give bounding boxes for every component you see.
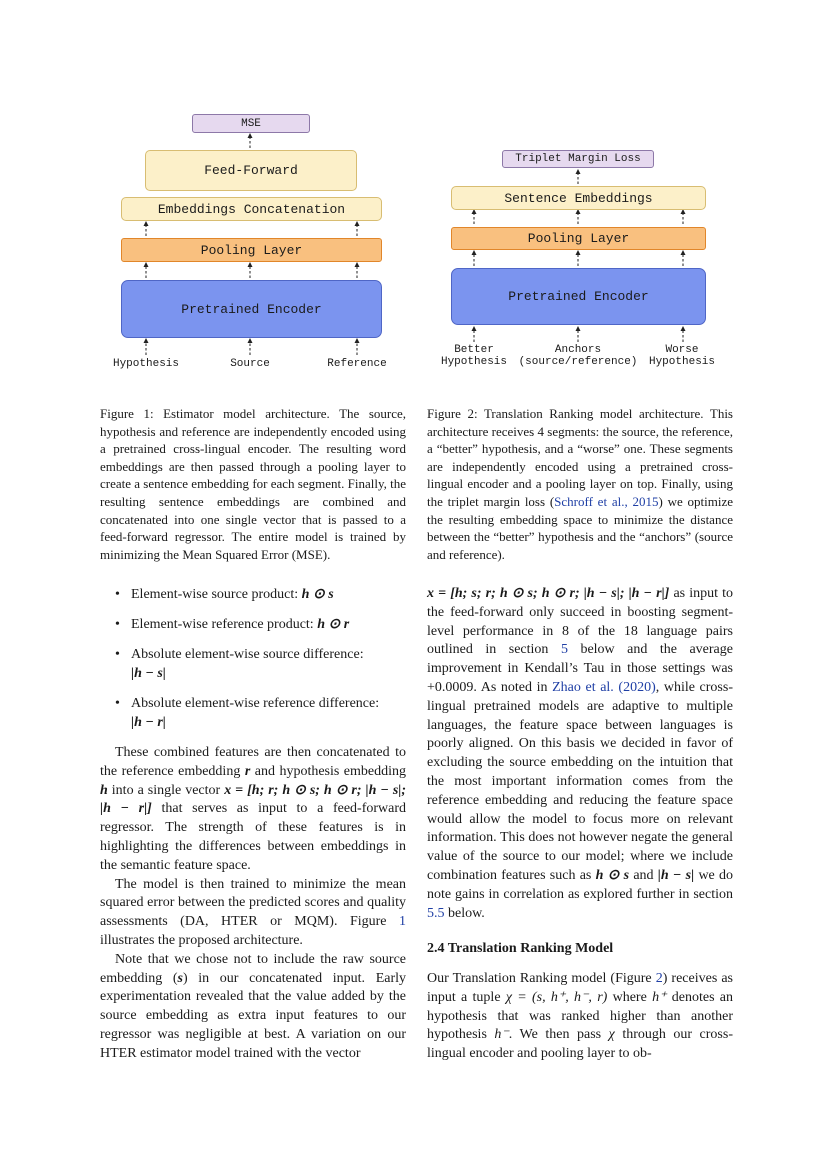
input-hypothesis: Hypothesis	[112, 358, 179, 370]
right-column-ranking-paragraph	[427, 970, 733, 1064]
figure-1-caption: Figure 1: Estimator model architecture. The source, hypothesis and reference are independently encoded using a pretrained cross-lingual encoder. The resulting word embeddings are then passed through a pooling layer to create a sentence embedding for each segment. Finally, the resulting sentence embeddings are combined and concatenated into one single vector that is passed to a feed-forward regressor. The entire model is trained by minimizing the Mean Squared Error (MSE).	[100, 406, 406, 562]
text: The model is then trained to minimize the mean squared error between the predicted scores and quality assessments (DA, HTER or MQM). Figure	[100, 876, 406, 930]
sentence-embeddings-box: Sentence Embeddings	[451, 186, 706, 210]
figure-ref-link[interactable]: 2	[655, 971, 663, 986]
math-tuple: χ = (s, h⁺, h⁻, r)	[505, 989, 608, 1005]
pooling-layer-box: Pooling Layer	[121, 238, 382, 262]
input-better-hypothesis	[434, 344, 514, 368]
text: below and the average improvement in Kendall’s Tau in those settings was +0.0009. As noted in	[427, 642, 733, 695]
input-anchors-line2: (source/reference)	[518, 356, 638, 368]
citation-zhao[interactable]: Zhao et al. (2020)	[552, 679, 656, 695]
caption-2-text-a: Figure 2: Translation Ranking model architecture. This architecture receives 4 segments: the source, the reference, a “better” hypothesis, and a “worse” one. These segments are independently encoded using a pretrained cross-lingual encoder and a pooling layer on top. Finally, using the triplet margin loss (	[427, 406, 733, 509]
text: illustrates the proposed architecture.	[100, 932, 303, 948]
math-vector-x: x = [h; r; h ⊙ s; h ⊙ r; |h − s|; |h − r|]	[100, 782, 407, 817]
text: into a single vector	[111, 782, 221, 798]
math-abs-h-s: |h − s|	[657, 867, 695, 883]
paragraph-combined-features	[100, 744, 406, 876]
text: and	[633, 867, 654, 883]
text: and hypothesis embedding	[254, 763, 407, 779]
input-anchors-line1: Anchors	[554, 344, 602, 356]
text: as input to the feed-forward only succeed in boosting segment-level performance in 8 of the 18 language pairs outlined in section	[427, 586, 733, 658]
math-chi: χ	[608, 1027, 615, 1043]
text: where	[612, 989, 647, 1005]
bullet-label: Element-wise reference product:	[131, 617, 314, 632]
text: ) in our concatenated input. Early experimentation revealed that the value added by the source embedding as extra input features to our regressor was negligible at best. A variation on our HTER estimator model trained with the vector	[100, 970, 407, 1061]
left-column-body	[100, 744, 406, 1064]
text: through our cross-lingual encoder and pooling layer to ob-	[427, 1027, 733, 1062]
feed-forward-box: Feed-Forward	[145, 150, 357, 191]
text: we do note gains in correlation as explored further in section	[427, 867, 734, 902]
right-column-body	[427, 585, 733, 923]
paragraph-source-note	[100, 951, 406, 1064]
input-better-line2: Hypothesis	[440, 356, 507, 368]
text: , while cross-lingual pretrained models are adaptive to multiple languages, the feature space between languages is poorly aligned. On this basis we decided in favor of excluding the source embedding on the intuition that the most important information comes from the reference embedding and reducing the feature space would allow the model to focus more on relevant information. This does not however negate the general value of the source to our model; where we include combination features such as	[427, 679, 733, 883]
pretrained-encoder-box: Pretrained Encoder	[121, 280, 382, 338]
input-worse-hypothesis	[642, 344, 722, 368]
figure-2-caption	[427, 405, 733, 563]
section-ref-link[interactable]: 5	[560, 642, 568, 658]
embeddings-concatenation-box: Embeddings Concatenation	[121, 197, 382, 221]
math-vector-x: x = [h; s; r; h ⊙ s; h ⊙ r; |h − s|; |h − r|]	[427, 586, 670, 601]
triplet-margin-loss-box: Triplet Margin Loss	[502, 150, 654, 168]
text: These combined features are then concatenated to the reference embedding	[100, 745, 406, 779]
bullet-label: Element-wise source product:	[131, 587, 299, 602]
input-better-line1: Better	[454, 344, 494, 356]
bullet-math: h ⊙ s	[301, 587, 334, 602]
bullet-math: |h − s|	[131, 665, 166, 681]
bullet-label: Absolute element-wise source difference:	[131, 647, 364, 662]
text: denotes an hypothesis that was ranked higher than another hypothesis	[427, 989, 734, 1043]
bullet-math: |h − r|	[131, 714, 166, 730]
pooling-layer-box-2: Pooling Layer	[451, 227, 706, 250]
bullet-math: h ⊙ r	[317, 617, 350, 632]
text: Note that we chose not to include the raw source embedding (	[100, 951, 406, 986]
text: below.	[448, 905, 485, 921]
section-ref-link[interactable]: 5.5	[427, 905, 445, 921]
section-heading: 2.4 Translation Ranking Model	[427, 941, 614, 956]
bullet-label: Absolute element-wise reference difference:	[131, 696, 380, 711]
math-h-plus: h⁺	[652, 989, 667, 1005]
math-h-odot-s: h ⊙ s	[595, 867, 630, 883]
pretrained-encoder-box-2: Pretrained Encoder	[451, 268, 706, 325]
input-anchors	[513, 344, 643, 368]
text: ) receives as input a tuple	[427, 971, 734, 1005]
math-h-minus: h⁻	[494, 1027, 509, 1043]
input-source: Source	[230, 358, 270, 370]
text: Our Translation Ranking model (Figure	[427, 971, 652, 986]
text: . We then pass	[508, 1027, 602, 1043]
figure-ref-link[interactable]: 1	[399, 914, 407, 930]
text: that serves as input to a feed-forward regressor. The strength of these features is in highlighting the differences between embeddings in the semantic feature space.	[100, 801, 407, 873]
citation-schroff[interactable]: Schroff et al., 2015	[554, 493, 659, 509]
input-worse-line2: Hypothesis	[648, 356, 715, 368]
math-s: s	[177, 970, 183, 986]
math-r: r	[244, 763, 251, 779]
mse-box: MSE	[192, 114, 310, 133]
input-reference: Reference	[327, 358, 387, 370]
paragraph-training	[100, 876, 406, 951]
paragraph-hter-variation	[427, 585, 733, 923]
math-h: h	[100, 782, 108, 798]
caption-2-text-b: ) we optimize the resulting embedding space to minimize the distance between the “better” hypothesis and the “anchors” (source and reference).	[427, 493, 733, 562]
input-worse-line1: Worse	[665, 344, 699, 356]
paragraph-ranking-model	[427, 970, 733, 1064]
